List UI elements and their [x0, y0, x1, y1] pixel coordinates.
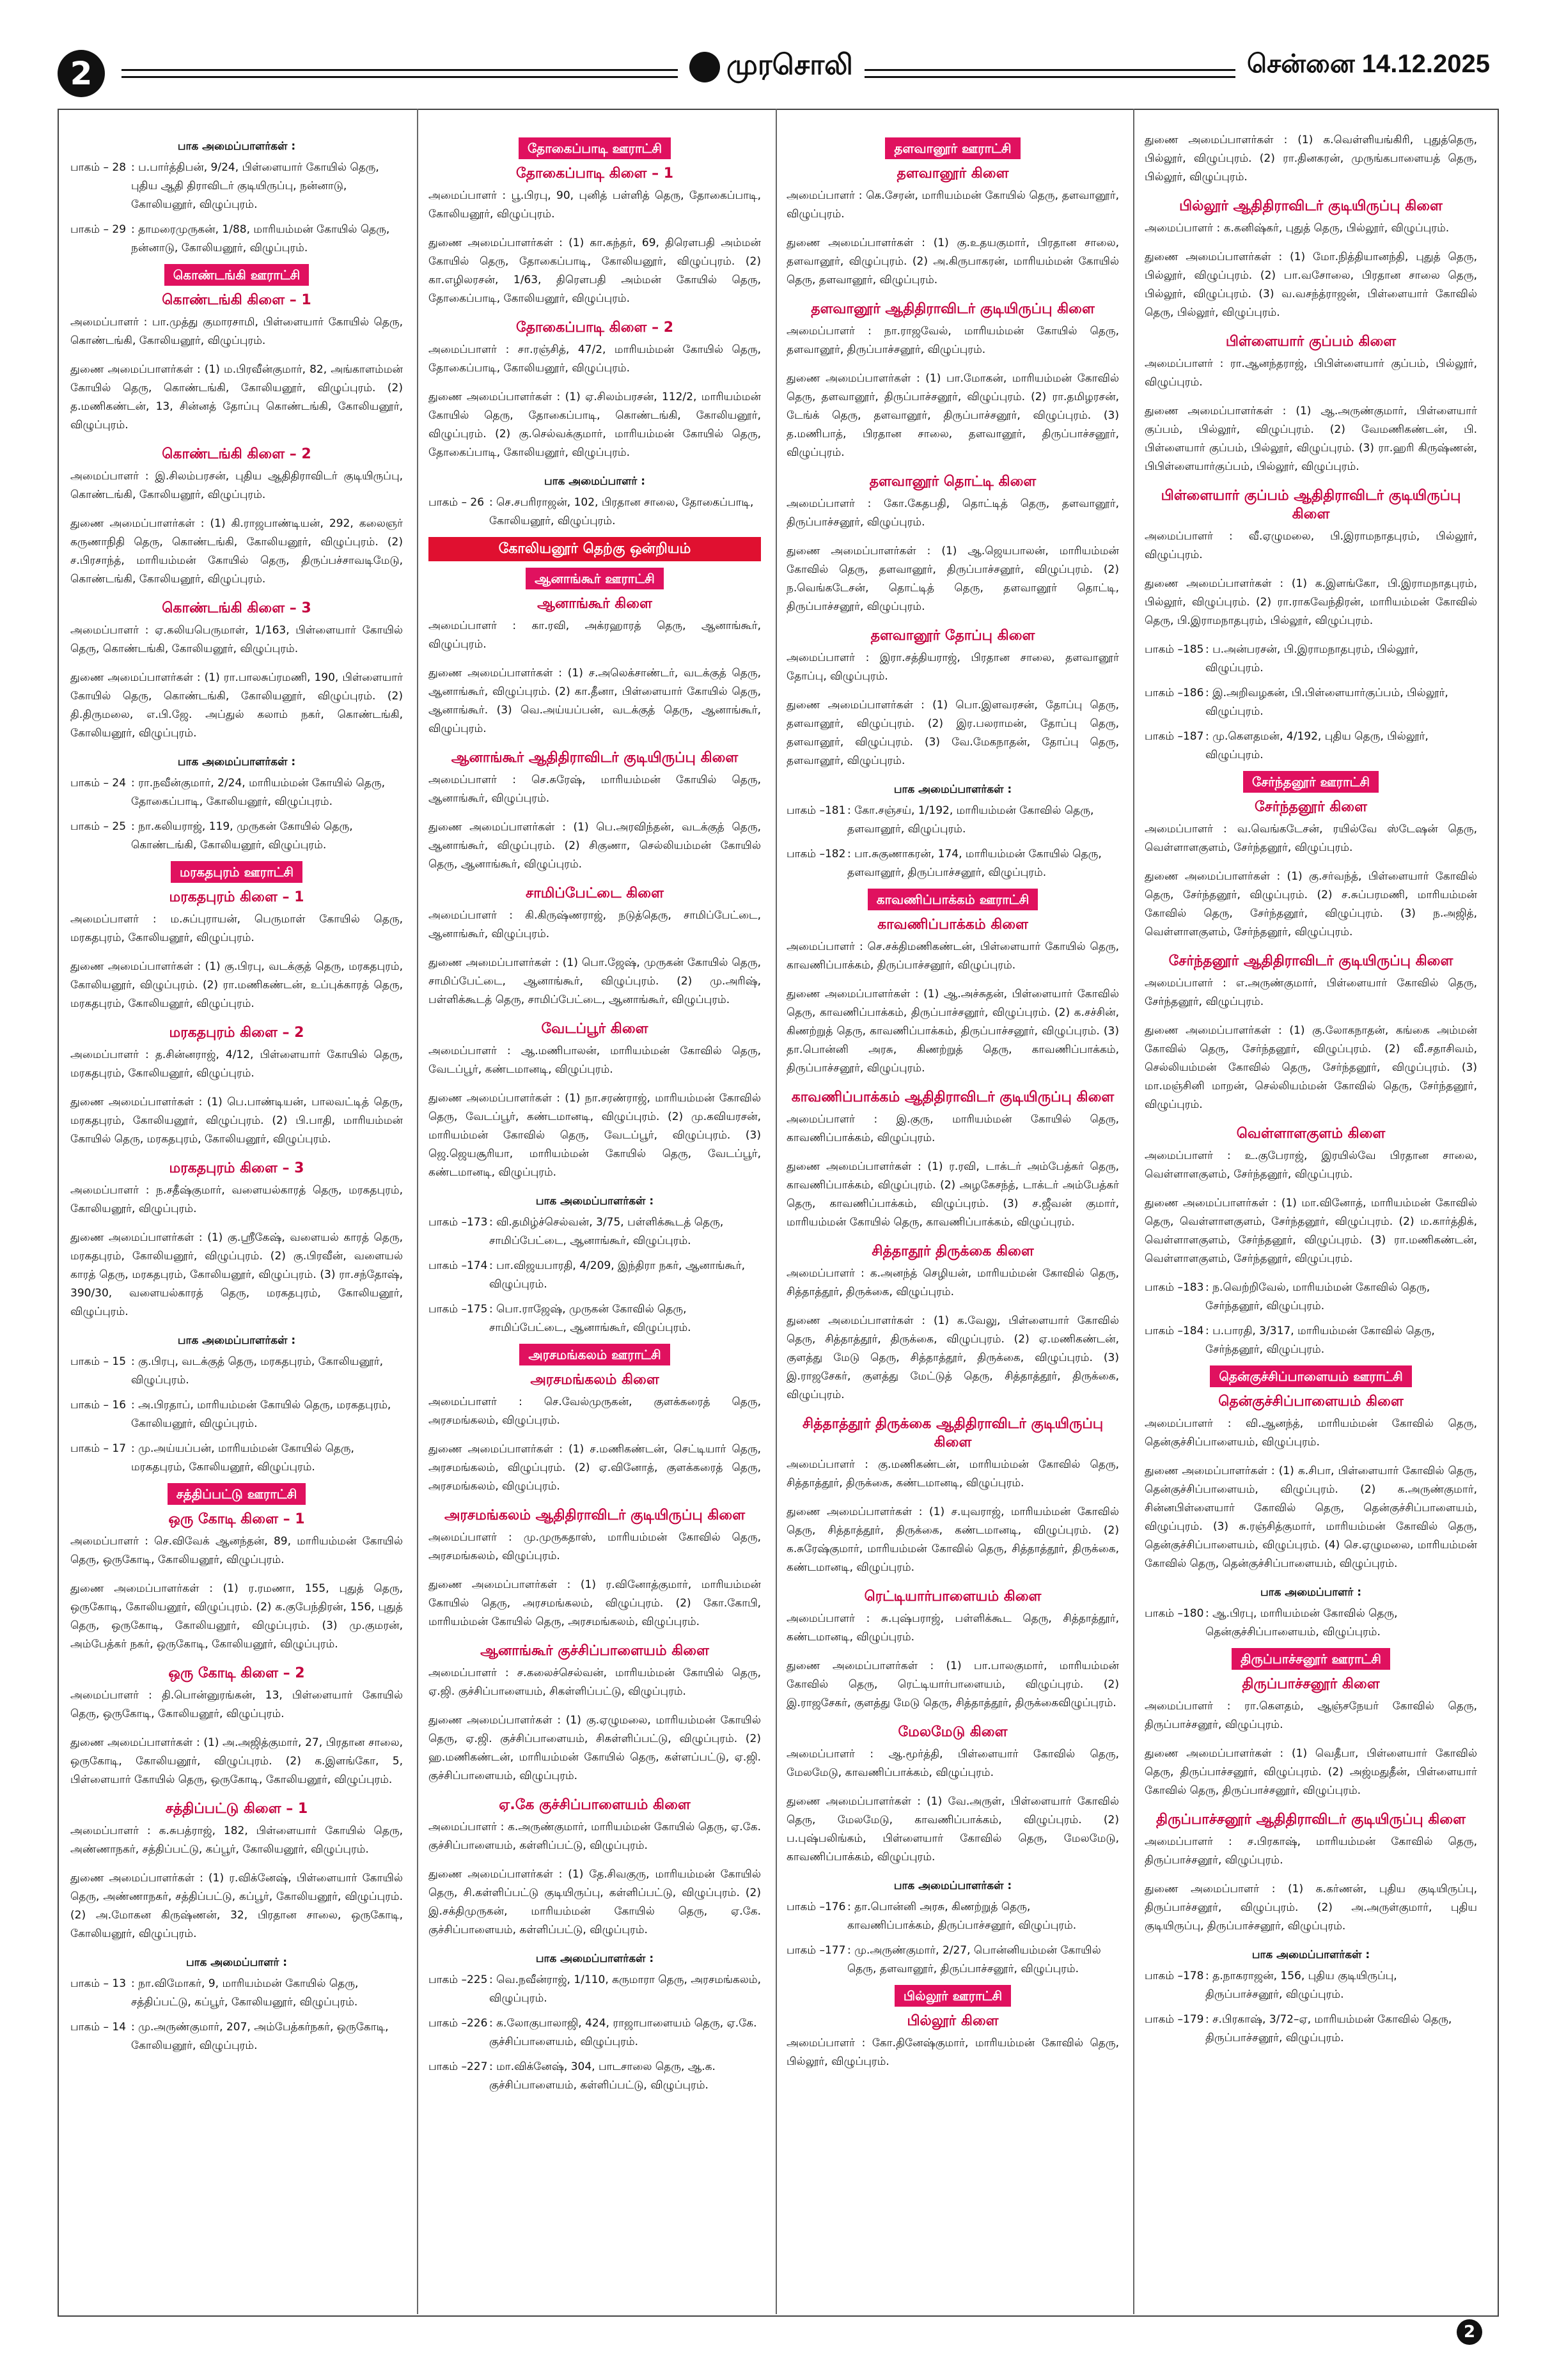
- organizer-text: அமைப்பாளர் : செ.சக்திமணிகண்டன், பிள்ளையார் கோயில் தெரு, காவணிப்பாக்கம், திருப்பாச்சனூர், விழுப்புரம்.: [787, 940, 1119, 972]
- deputy-organizers-text: துணை அமைப்பாளர்கள் : (1) தே.சிவகுரு, மாரியம்மன் கோயில் தெரு, சி.கள்ளிப்பட்டு குடியிருப்பு, கள்ளிப்பட்டு, விழுப்புரம். (2) இ.சக்திமுருகன், மாரியம்மன் கோயில் தெரு, ஏ.கே. குச்சிப்பாளையம், கள்ளிப்பட்டு, விழுப்புரம்.: [428, 1868, 761, 1936]
- panchayat-banner: சேர்ந்தனூர் ஊராட்சி: [1243, 771, 1379, 793]
- bagam-text: : பொ.ராஜேஷ், முருகன் கோவில் தெரு, சாமிப்பேட்டை, ஆனாங்கூர், விழுப்புரம்.: [489, 1303, 691, 1334]
- bagam-text: : நா.விமோகர், 9, மாரியம்மன் கோயில் தெரு, சத்திப்பட்டு, கப்பூர், கோலியனூர், விழுப்புரம்.: [131, 1977, 359, 2009]
- branch-heading: கொண்டங்கி கிளை – 2: [162, 446, 311, 462]
- organizer-text: அமைப்பாளர் : கெ.சேரன், மாரியம்மன் கோயில் தெரு, தளவானூர், விழுப்புரம்.: [787, 189, 1119, 221]
- bagam-label: பாகம் –227: [428, 2060, 488, 2073]
- deputy-organizers-text: துணை அமைப்பாளர்கள் : (1) கு.லோகநாதன், கங்கை அம்மன் கோவில் தெரு, சேர்ந்தனூர், விழுப்புரம். (2) வீ.சதாசிவம், செல்லியம்மன் கோவில் தெரு, சேர்ந்தனூர், விழுப்புரம். (3) மா.மஞ்சினி மாறன், செல்லியம்மன் கோவில் தெரு, சேர்ந்தனூர், விழுப்புரம்.: [1145, 1024, 1477, 1111]
- branch-heading: தளவானூர் தொட்டி கிளை: [869, 474, 1037, 490]
- bagam-heading: பாக அமைப்பாளர்கள் :: [893, 783, 1012, 796]
- column-3: [787, 131, 1119, 2305]
- branch-heading: சாமிப்பேட்டை கிளை: [526, 885, 664, 901]
- branch-heading: வேடப்பூர் கிளை: [541, 1021, 648, 1037]
- bagam-entry: [70, 159, 403, 214]
- branch-heading: பிள்ளையார் குப்பம் கிளை: [1225, 334, 1397, 350]
- bagam-heading: பாக அமைப்பாளர் :: [1260, 1586, 1362, 1599]
- deputy-organizers-text: துணை அமைப்பாளர்கள் : (1) பா.பாலகுமார், மாரியம்மன் கோவில் தெரு, ரெட்டியார்பாளையம், விழுப்புரம். (2) இ.ராஜசேகர், குளத்து மேடு தெரு, சித்தாத்தூர், திருக்கைவிழுப்புரம்.: [787, 1660, 1119, 1709]
- organizer-text: அமைப்பாளர் : ஏ.கலியபெருமாள், 1/163, பிள்ளையார் கோயில் தெரு, கொண்டங்கி, கோலியனூர், விழுப்புரம்.: [70, 624, 403, 655]
- deputy-organizers-text: துணை அமைப்பாளர்கள் : (1) வெதீபா, பிள்ளையார் கோவில் தெரு, திருப்பாச்சனூர், விழுப்புரம். (2) அஜ்மதுதீன், பிள்ளையார் கோவில் தெரு, திருப்பாச்சனூர், விழுப்புரம்.: [1145, 1747, 1477, 1797]
- bagam-label: பாகம் –177: [787, 1944, 846, 1957]
- bagam-text: : ரா.நவீன்குமார், 2/24, மாரியம்மன் கோயில் தெரு, தோகைப்பாடி, கோலியனூர், விழுப்புரம்.: [131, 777, 385, 808]
- deputy-organizers-text: துணை அமைப்பாளர்கள் : (1) அ.அஜித்குமார், 27, பிரதான சாலை, ஒருகோடி, கோலியனூர், விழுப்புரம். (2) க.இளங்கோ, 5, பிள்ளையார் கோயில் தெரு, ஒருகோடி, கோலியனூர், விழுப்புரம்.: [70, 1736, 403, 1786]
- bagam-label: பாகம் –183: [1145, 1281, 1204, 1294]
- branch-heading: ஆனாங்கூர் ஆதிதிராவிடர் குடியிருப்பு கிளை: [451, 750, 739, 766]
- page-number: 2: [58, 50, 105, 97]
- bagam-label: பாகம் – 24: [70, 777, 127, 789]
- bagam-entry: [428, 2058, 761, 2095]
- panchayat-banner: கொண்டங்கி ஊராட்சி: [164, 264, 309, 286]
- bagam-entry: [1145, 641, 1477, 678]
- bagam-text: : த.நாகராஜன், 156, புதிய குடியிருப்பு, திருப்பாச்சனூர், விழுப்புரம்.: [1205, 1970, 1397, 2001]
- bagam-entry: [428, 494, 761, 531]
- branch-heading: சித்தாதூர் திருக்கை கிளை: [872, 1243, 1034, 1259]
- organizer-text: அமைப்பாளர் : க.சுபத்ராஜ், 182, பிள்ளையார் கோயில் தெரு, அண்ணாநகர், சத்திப்பட்டு, கப்பூர், கோலியனூர், விழுப்புரம்.: [70, 1824, 403, 1856]
- branch-heading: தோகைப்பாடி கிளை – 2: [515, 320, 674, 336]
- bagam-text: : ப.பார்த்திபன், 9/24, பிள்ளையார் கோயில் தெரு, புதிய ஆதி திராவிடர் குடியிருப்பு, நன்னாடு, கோலியனூர், விழுப்புரம்.: [131, 161, 379, 211]
- branch-heading: தளவானூர் தோப்பு கிளை: [870, 628, 1035, 644]
- bagam-text: : ஆ.பிரபு, மாரியம்மன் கோவில் தெரு, தென்குச்சிப்பாளையம், விழுப்புரம்.: [1205, 1607, 1398, 1638]
- branch-heading: சேர்ந்தனூர் ஆதிதிராவிடர் குடியிருப்பு கிளை: [1168, 953, 1453, 969]
- bagam-label: பாகம் –179: [1145, 2013, 1204, 2026]
- bagam-entry: [1145, 2011, 1477, 2048]
- column-divider: [1133, 109, 1134, 2314]
- panchayat-banner: திருப்பாச்சனூர் ஊராட்சி: [1232, 1648, 1390, 1670]
- bagam-entry: [428, 2014, 761, 2051]
- bagam-text: : கு.பிரபு, வடக்குத் தெரு, மரகதபுரம், கோலியனூர், விழுப்புரம்.: [131, 1355, 384, 1387]
- bagam-label: பாகம் –226: [428, 2017, 488, 2030]
- branch-heading: காவணிப்பாக்கம் கிளை: [877, 917, 1028, 933]
- bagam-entry: [70, 1396, 403, 1433]
- bagam-entry: [70, 818, 403, 855]
- bagam-text: : பா.சுகுணாகரன், 174, மாரியம்மன் கோயில் தெரு, தளவானூர், திருப்பாச்சனூர், விழுப்புரம்.: [847, 848, 1102, 879]
- page-header: [38, 45, 1503, 109]
- bagam-text: : க.லோகுபாலாஜி, 424, ராஜாபாளையம் தெரு, ஏ.கே. குச்சிப்பாளையம், விழுப்புரம்.: [489, 2017, 757, 2048]
- bagam-text: : செ.சபரிராஜன், 102, பிரதான சாலை, தோகைப்பாடி, கோலியனூர், விழுப்புரம்.: [489, 496, 754, 527]
- organizer-text: அமைப்பாளர் : ச.கலைச்செல்வன், மாரியம்மன் கோயில் தெரு, ஏ.ஜி. குச்சிப்பாளையம், சிகள்ளிப்பட்டு, விழுப்புரம்.: [428, 1667, 761, 1698]
- deputy-organizers-text: துணை அமைப்பாளர்கள் : (1) பொ.இளவரசன், தோப்பு தெரு, தளவானூர், விழுப்புரம். (2) இர.பலராமன், தோப்பு தெரு, தளவானூர், விழுப்புரம். (3) வே.மேகநாதன், தோப்பு தெரு, தளவானூர், விழுப்புரம்.: [787, 699, 1119, 767]
- deputy-organizers-text: துணை அமைப்பாளர்கள் : (1) க.வெள்ளியங்கிரி, புதுத்தெரு, பில்லூர், விழுப்புரம். (2) ரா.தினகரன், முருங்கபாளையத் தெரு, பில்லூர், விழுப்புரம்.: [1145, 134, 1477, 183]
- bagam-entry: [1145, 1322, 1477, 1359]
- bagam-entry: [787, 1941, 1119, 1979]
- deputy-organizers-text: துணை அமைப்பாளர்கள் : (1) க.வேலு, பிள்ளையார் கோவில் தெரு, சித்தாத்தூர், திருக்கை, விழுப்புரம். (2) ஏ.மணிகண்டன், குளத்து மேடு தெரு, சித்தாத்தூர், திருக்கை, விழுப்புரம். (3) இ.ராஜசேகர், குளத்து மேட்டுத் தெரு, சித்தாத்தூர், திருக்கை, விழுப்புரம்.: [787, 1314, 1119, 1401]
- bagam-heading: பாக அமைப்பாளர்கள் :: [1251, 1948, 1370, 1961]
- deputy-organizers-text: துணை அமைப்பாளர்கள் : (1) ர.வினோத்குமார், மாரியம்மன் கோயில் தெரு, அரசமங்கலம், விழுப்புரம். (2) கோ.கோபி, மாரியம்மன் கோயில் தெரு, அரசமங்கலம், விழுப்புரம்.: [428, 1578, 761, 1628]
- deputy-organizers-text: துணை அமைப்பாளர்கள் : (1) கு.பிரபு, வடக்குத் தெரு, மரகதபுரம், கோலியனூர், விழுப்புரம். (2) ரா.மணிகண்டன், உப்புக்காரத் தெரு, மரகதபுரம், கோலியனூர், விழுப்புரம்.: [70, 960, 403, 1010]
- organizer-text: அமைப்பாளர் : நா.ராஜவேல், மாரியம்மன் கோயில் தெரு, தளவானூர், திருப்பாச்சனூர், விழுப்புரம்.: [787, 325, 1119, 356]
- bagam-entry: [428, 1300, 761, 1337]
- bagam-label: பாகம் –186: [1145, 687, 1204, 699]
- organizer-text: அமைப்பாளர் : மு.முருகதாஸ், மாரியம்மன் கோவில் தெரு, அரசமங்கலம், விழுப்புரம்.: [428, 1531, 761, 1562]
- bagam-entry: [1145, 1605, 1477, 1642]
- bagam-label: பாகம் – 29: [70, 223, 127, 236]
- branch-heading: மரகதபுரம் கிளை – 1: [169, 889, 304, 905]
- branch-heading: காவணிப்பாக்கம் ஆதிதிராவிடர் குடியிருப்பு கிளை: [791, 1089, 1115, 1105]
- branch-heading: கொண்டங்கி கிளை – 3: [162, 600, 311, 616]
- branch-heading: அரசமங்கலம் ஆதிதிராவிடர் குடியிருப்பு கிளை: [444, 1507, 746, 1523]
- deputy-organizers-text: துணை அமைப்பாளர்கள் : (1) ரா.பாலசுப்ரமணி, 190, பிள்ளையார் கோயில் தெரு, கொண்டங்கி, கோலியனூர், விழுப்புரம். (2) தி.திருமலை, எ.பி.ஜே. அப்துல் கலாம் நகர், கொண்டங்கி, கோலியனூர், விழுப்புரம்.: [70, 671, 403, 740]
- organizer-text: அமைப்பாளர் : கா.ரவி, அக்ரஹாரத் தெரு, ஆனாங்கூர், விழுப்புரம்.: [428, 619, 761, 651]
- bagam-label: பாகம் –175: [428, 1303, 488, 1316]
- bagam-heading: பாக அமைப்பாளர்கள் :: [177, 1334, 296, 1347]
- deputy-organizers-text: துணை அமைப்பாளர்கள் : (1) கு.ஏழுமலை, மாரியம்மன் கோயில் தெரு, ஏ.ஜி. குச்சிப்பாளையம், சிகள்ளிப்பட்டு, விழுப்புரம். (2) ஹ.மணிகண்டன், மாரியம்மன் கோயில் தெரு, கள்ளப்பட்டு, ஏ.ஜி. குச்சிப்பாளையம், விழுப்புரம்.: [428, 1714, 761, 1782]
- bagam-heading: பாக அமைப்பாளர்கள் :: [535, 1195, 654, 1208]
- branch-heading: வெள்ளாளகுளம் கிளை: [1236, 1126, 1386, 1142]
- organizer-text: அமைப்பாளர் : கோ.தினேஷ்குமார், மாரியம்மன் கோவில் தெரு, பில்லூர், விழுப்புரம்.: [787, 2037, 1119, 2068]
- deputy-organizers-text: துணை அமைப்பாளர்கள் : (1) ச.மணிகண்டன், செட்டியார் தெரு, அரசமங்கலம், விழுப்புரம். (2) ஏ.வினோத், குளக்கரைத் தெரு, அரசமங்கலம், விழுப்புரம்.: [428, 1443, 761, 1493]
- organizer-text: அமைப்பாளர் : உ.குபேராஜ், இரயில்வே பிரதான சாலை, வெள்ளாளகுளம், சேர்ந்தனூர், விழுப்புரம்.: [1145, 1149, 1477, 1181]
- bagam-label: பாகம் – 25: [70, 820, 127, 833]
- bagam-text: : ந.வெற்றிவேல், மாரியம்மன் கோவில் தெரு, சேர்ந்தனூர், விழுப்புரம்.: [1205, 1281, 1430, 1312]
- deputy-organizers-text: துணை அமைப்பாளர்கள் : (1) பா.மோகன், மாரியம்மன் கோவில் தெரு, தளவானூர், திருப்பாச்சனூர், விழுப்புரம். (2) ரா.தமிழரசன், டேங்க் தெரு, தளவானூர், திருப்பாச்சனூர், விழுப்புரம். (3) த.மணிபாத், பிரதான சாலை, தளவானூர், திருப்பாச்சனூர், விழுப்புரம்.: [787, 372, 1119, 459]
- bagam-text: : ச.பிரகாஷ், 3/72–ஏ, மாரியம்மன் கோவில் தெரு, திருப்பாச்சனூர், விழுப்புரம்.: [1205, 2013, 1452, 2044]
- bagam-label: பாகம் –181: [787, 804, 846, 817]
- bagam-entry: [428, 1213, 761, 1250]
- bagam-label: பாகம் – 16: [70, 1399, 127, 1412]
- organizer-text: அமைப்பாளர் : ச.பிரகாஷ், மாரியம்மன் கோவில் தெரு, திருப்பாச்சனூர், விழுப்புரம்.: [1145, 1835, 1477, 1867]
- bagam-text: : பா.விஜயபாரதி, 4/209, இந்திரா நகர், ஆனாங்கூர், விழுப்புரம்.: [489, 1259, 746, 1291]
- bagam-entry: [70, 1975, 403, 2012]
- column-2: [428, 131, 761, 2305]
- panchayat-banner: ஆனாங்கூர் ஊராட்சி: [526, 568, 664, 589]
- branch-heading: அரசமங்கலம் கிளை: [530, 1372, 659, 1388]
- bagam-text: : மு.அருண்குமார், 2/27, பொன்னியம்மன் கோயில் தெரு, தளவானூர், திருப்பாச்சனூர், விழுப்புரம்.: [847, 1944, 1101, 1975]
- deputy-organizers-text: துணை அமைப்பாளர்கள் : (1) மோ.நித்தியானந்தி, புதுத் தெரு, பில்லூர், விழுப்புரம். (2) பா.வசோலை, பிரதான சாலை தெரு, பில்லூர், விழுப்புரம். (3) வ.வசந்த்ராஜன், பிள்ளையார் கோவில் தெரு, பில்லூர், விழுப்புரம்.: [1145, 251, 1477, 319]
- panchayat-banner: தோகைப்பாடி ஊராட்சி: [519, 137, 671, 159]
- deputy-organizers-text: துணை அமைப்பாளர்கள் : (1) ம.பிரவீன்குமார், 82, அங்காளம்மன் கோயில் தெரு, கொண்டங்கி, கோலியனூர், விழுப்புரம். (2) த.மணிகண்டன், 13, சின்னத் தோப்பு கொண்டங்கி, கோலியனூர், விழுப்புரம்.: [70, 363, 403, 432]
- organizer-text: அமைப்பாளர் : ந.சதீஷ்குமார், வளையல்காரத் தெரு, மரகதபுரம், கோலியனூர், விழுப்புரம்.: [70, 1184, 403, 1215]
- bagam-heading: பாக அமைப்பாளர் :: [544, 475, 646, 488]
- bagam-label: பாகம் –173: [428, 1216, 488, 1229]
- bagam-entry: [428, 1971, 761, 2008]
- masthead: [678, 49, 865, 85]
- bagam-entry: [787, 1898, 1119, 1935]
- branch-heading: ஏ.கே குச்சிப்பாளையம் கிளை: [499, 1797, 691, 1813]
- branch-heading: பில்லூர் கிளை: [907, 2013, 999, 2029]
- branch-heading: மரகதபுரம் கிளை – 3: [169, 1160, 304, 1176]
- organizer-text: அமைப்பாளர் : தி.பொன்னுரங்கன், 13, பிள்ளையார் கோயில் தெரு, ஒருகோடி, கோலியனூர், விழுப்புரம்.: [70, 1689, 403, 1720]
- organizer-text: அமைப்பாளர் : செ.வேல்முருகன், குளக்கரைத் தெரு, அரசமங்கலம், விழுப்புரம்.: [428, 1396, 761, 1427]
- branch-heading: ஆனாங்கூர் கிளை: [537, 596, 652, 612]
- bagam-heading: பாக அமைப்பாளர்கள் :: [893, 1879, 1012, 1892]
- branch-heading: தோகைப்பாடி கிளை – 1: [515, 166, 674, 182]
- organizer-text: அமைப்பாளர் : ம.சுப்புராயன், பெருமாள் கோயில் தெரு, மரகதபுரம், கோலியனூர், விழுப்புரம்.: [70, 913, 403, 944]
- bagam-label: பாகம் – 26: [428, 496, 485, 509]
- bagam-entry: [70, 1353, 403, 1390]
- bagam-text: : தா.பொன்னி அரசு, கிணற்றுத் தெரு, காவணிப்பாக்கம், திருப்பாச்சனூர், விழுப்புரம்.: [847, 1901, 1077, 1932]
- organizer-text: அமைப்பாளர் : த.சின்னராஜ், 4/12, பிள்ளையார் கோயில் தெரு, மரகதபுரம், கோலியனூர், விழுப்புரம்.: [70, 1048, 403, 1080]
- deputy-organizers-text: துணை அமைப்பாளர்கள் : (1) கா.கந்தர், 69, திரௌபதி அம்மன் கோயில் தெரு, தோகைப்பாடி, கோலியனூர், விழுப்புரம். (2) கா.எழிலரசன், 1/63, திரௌபதி அம்மன் கோயில் தெரு, தோகைப்பாடி, கோலியனூர், விழுப்புரம்.: [428, 237, 761, 305]
- deputy-organizers-text: துணை அமைப்பாளர்கள் : (1) ஏ.சிலம்பரசன், 112/2, மாரியம்மன் கோயில் தெரு, தோகைப்பாடி, கொண்டங்கி, கோலியனூர், விழுப்புரம். (2) கு.செல்வக்குமார், மாரியம்மன் கோயில் தெரு, தோகைப்பாடி, கோலியனூர், விழுப்புரம்.: [428, 391, 761, 459]
- organizer-text: அமைப்பாளர் : சு.புஷ்பராஜ், பள்ளிக்கூட தெரு, சித்தாத்தூர், கண்டமானடி, விழுப்புரம்.: [787, 1612, 1119, 1644]
- deputy-organizers-text: துணை அமைப்பாளர்கள் : (1) ர.ரமணா, 155, புதுத் தெரு, ஒருகோடி, கோலியனூர், விழுப்புரம். (2) க.குபேந்திரன், 156, புதுத் தெரு, ஒருகோடி, கோலியனூர், விழுப்புரம். (3) மு.குமரன், அம்பேத்கர் நகர், ஒருகோடி, கோலியனூர், விழுப்புரம்.: [70, 1582, 403, 1651]
- organizer-text: அமைப்பாளர் : க.அனந்த் செழியன், மாரியம்மன் கோவில் தெரு, சித்தாத்தூர், திருக்கை, விழுப்புரம்.: [787, 1267, 1119, 1298]
- deputy-organizers-text: துணை அமைப்பாளர்கள் : (1) பெ.அரவிந்தன், வடக்குத் தெரு, ஆனாங்கூர், விழுப்புரம். (2) சிகுணா, செல்லியம்மன் கோயில் தெரு, ஆனாங்கூர், விழுப்புரம்.: [428, 821, 761, 871]
- branch-heading: திருப்பாச்சனூர் ஆதிதிராவிடர் குடியிருப்பு கிளை: [1156, 1812, 1466, 1828]
- deputy-organizers-text: துணை அமைப்பாளர்கள் : (1) ச.யுவராஜ், மாரியம்மன் கோவில் தெரு, சித்தாத்தூர், திருக்கை, கண்டமானடி, விழுப்புரம். (2) க.சுரேஷ்குமார், மாரியம்மன் கோவில் தெரு, சித்தாத்தூர், திருக்கை, கண்டமானடி, விழுப்புரம்.: [787, 1505, 1119, 1574]
- deputy-organizers-text: துணை அமைப்பாளர்கள் : (1) க.சிபா, பிள்ளையார் கோவில் தெரு, தென்குச்சிப்பாளையம், விழுப்புரம். (2) க.அருண்குமார், சின்னபிள்ளையார் கோவில் தெரு, தென்குச்சிப்பாளையம், விழுப்புரம். (3) சு.ரஞ்சித்குமார், மாரியம்மன் கோவில் தெரு, தென்குச்சிப்பாளையம், விழுப்புரம். (4) செ.ஏழுமலை, மாரியம்மன் கோவில் தெரு, தென்குச்சிப்பாளையம், விழுப்புரம்.: [1145, 1465, 1477, 1570]
- panchayat-banner: காவணிப்பாக்கம் ஊராட்சி: [868, 889, 1038, 910]
- bagam-text: : மா.விக்னேஷ், 304, பாடசாலை தெரு, ஆ.க. குச்சிப்பாளையம், கள்ளிப்பட்டு, விழுப்புரம்.: [489, 2060, 716, 2092]
- organizer-text: அமைப்பாளர் : இ.குரு, மாரியம்மன் கோயில் தெரு, காவணிப்பாக்கம், விழுப்புரம்.: [787, 1113, 1119, 1144]
- organizer-text: அமைப்பாளர் : ரா.கௌதம், ஆஞ்சநேயர் கோவில் தெரு, திருப்பாச்சனூர், விழுப்புரம்.: [1145, 1700, 1477, 1731]
- deputy-organizers-text: துணை அமைப்பாளர்கள் : (1) பொ.ஜேஷ், முருகன் கோயில் தெரு, சாமிப்பேட்டை, ஆனாங்கூர், விழுப்புரம். (2) மு.அரிஷ், பள்ளிக்கூடத் தெரு, சாமிப்பேட்டை, ஆனாங்கூர், விழுப்புரம்.: [428, 956, 761, 1006]
- bagam-label: பாகம் –174: [428, 1259, 488, 1272]
- bagam-label: பாகம் –180: [1145, 1607, 1204, 1620]
- branch-heading: சத்திப்பட்டு கிளை – 1: [165, 1801, 308, 1817]
- organizer-text: அமைப்பாளர் : கு.மணிகண்டன், மாரியம்மன் கோவில் தெரு, சித்தாத்தூர், திருக்கை, கண்டமானடி, விழுப்புரம்.: [787, 1458, 1119, 1489]
- branch-heading: திருப்பாச்சனூர் கிளை: [1242, 1676, 1380, 1692]
- deputy-organizers-text: துணை அமைப்பாளர்கள் : (1) வே.அருள், பிள்ளையார் கோவில் தெரு, மேலமேடு, காவணிப்பாக்கம், விழுப்புரம். (2) ப.புஷ்பலிங்கம், பிள்ளையார் கோவில் தெரு, மேலமேடு, காவணிப்பாக்கம், விழுப்புரம்.: [787, 1795, 1119, 1863]
- bagam-label: பாகம் –182: [787, 848, 846, 860]
- organizer-text: அமைப்பாளர் : இரா.சத்தியராஜ், பிரதான சாலை, தளவானூர் தோப்பு, விழுப்புரம்.: [787, 651, 1119, 683]
- branch-heading: ஆனாங்கூர் குச்சிப்பாளையம் கிளை: [480, 1643, 709, 1659]
- bagam-text: : வி.தமிழ்ச்செல்வன், 3/75, பள்ளிக்கூடத் தெரு, சாமிப்பேட்டை, ஆனாங்கூர், விழுப்புரம்.: [489, 1216, 724, 1247]
- bagam-label: பாகம் –178: [1145, 1970, 1204, 1982]
- bagam-label: பாகம் –184: [1145, 1325, 1204, 1337]
- branch-heading: ரெட்டியார்பாளையம் கிளை: [864, 1589, 1042, 1605]
- bagam-text: : மு.கௌதமன், 4/192, புதிய தெரு, பில்லூர், விழுப்புரம்.: [1205, 730, 1429, 761]
- organizer-text: அமைப்பாளர் : வ.வெங்கடேசன், ரயில்வே ஸ்டேஷன் தெரு, வெள்ளாளகுளம், சேர்ந்தனூர், விழுப்புரம்.: [1145, 823, 1477, 854]
- branch-heading: பில்லூர் ஆதிதிராவிடர் குடியிருப்பு கிளை: [1179, 198, 1443, 214]
- deputy-organizers-text: துணை அமைப்பாளர் : (1) க.கர்ணன், புதிய குடியிருப்பு, திருப்பாச்சனூர், விழுப்புரம். (2) அ.அருள்குமார், புதிய குடியிருப்பு, திருப்பாச்சனூர், விழுப்புரம்.: [1145, 1883, 1477, 1933]
- bagam-entry: [428, 1257, 761, 1294]
- deputy-organizers-text: துணை அமைப்பாளர்கள் : (1) க.இளங்கோ, பி.இராமநாதபுரம், பில்லூர், விழுப்புரம். (2) ரா.ராகவேந்திரன், மாரியம்மன் கோவில் தெரு, பி.இராமநாதபுரம், பில்லூர், விழுப்புரம்.: [1145, 577, 1477, 627]
- organizer-text: அமைப்பாளர் : செ.சுரேஷ், மாரியம்மன் கோயில் தெரு, ஆனாங்கூர், விழுப்புரம்.: [428, 774, 761, 805]
- bagam-text: : வெ.நவீன்ராஜ், 1/110, கருமாரா தெரு, அரசமங்கலம், விழுப்புரம்.: [489, 1973, 761, 2005]
- bagam-text: : அ.பிரதாப், மாரியம்மன் கோயில் தெரு, மரகதபுரம், கோலியனூர், விழுப்புரம்.: [131, 1399, 391, 1430]
- branch-heading: தென்குச்சிப்பாளையம் கிளை: [1218, 1394, 1404, 1410]
- bagam-text: : ப.அன்பரசன், பி.இராமநாதபுரம், பில்லூர், விழுப்புரம்.: [1205, 643, 1418, 674]
- organizer-text: அமைப்பாளர் : வி.ஆனந்த், மாரியம்மன் கோவில் தெரு, தென்குச்சிப்பாளையம், விழுப்புரம்.: [1145, 1417, 1477, 1449]
- bagam-entry: [1145, 727, 1477, 765]
- branch-heading: தளவானூர் ஆதிதிராவிடர் குடியிருப்பு கிளை: [811, 301, 1095, 317]
- organizer-text: அமைப்பாளர் : க.அருண்குமார், மாரியம்மன் கோயில் தெரு, ஏ.கே. குச்சிப்பாளையம், கள்ளிப்பட்டு, விழுப்புரம்.: [428, 1821, 761, 1852]
- bagam-entry: [70, 221, 403, 258]
- bagam-entry: [70, 2018, 403, 2055]
- branch-heading: கொண்டங்கி கிளை – 1: [162, 292, 311, 308]
- bagam-entry: [1145, 1967, 1477, 2004]
- deputy-organizers-text: துணை அமைப்பாளர்கள் : (1) கு.ஸ்ரீகேஷ், வளையல் காரத் தெரு, மரகதபுரம், கோலியனூர், விழுப்புரம். (2) கு.பிரவீன், வளையல் காரத் தெரு, மரகதபுரம், கோலியனூர், விழுப்புரம். (3) ரா.சந்தோஷ், 390/30, வளையல்காரத் தெரு, மரகதபுரம், கோலியனூர், விழுப்புரம்.: [70, 1231, 403, 1318]
- deputy-organizers-text: துணை அமைப்பாளர்கள் : (1) ர.விக்னேஷ், பிள்ளையார் கோயில் தெரு, அண்ணாநகர், சத்திப்பட்டு, கப்பூர், கோலியனூர், விழுப்புரம். (2) அ.மோகன கிருஷ்ணன், 32, பிரதான சாலை, ஒருகோடி, கோலியனூர், விழுப்புரம்.: [70, 1872, 403, 1940]
- deputy-organizers-text: துணை அமைப்பாளர்கள் : (1) ஆ.அச்சுதன், பிள்ளையார் கோவில் தெரு, காவணிப்பாக்கம், திருப்பாச்சனூர், விழுப்புரம். (2) க.சச்சின், கிணற்றுத் தெரு, காவணிப்பாக்கம், திருப்பாச்சனூர், விழுப்புரம். (3) தா.பொன்னி அரசு, கிணற்றுத் தெரு, காவணிப்பாக்கம், திருப்பாச்சனூர், விழுப்புரம்.: [787, 988, 1119, 1075]
- organizer-text: அமைப்பாளர் : ரா.ஆனந்தராஜ், பிபிள்ளையார் குப்பம், பில்லூர், விழுப்புரம்.: [1145, 357, 1477, 389]
- organizer-text: அமைப்பாளர் : பா.முத்து குமாரசாமி, பிள்ளையார் கோயில் தெரு, கொண்டங்கி, கோலியனூர், விழுப்புரம்.: [70, 316, 403, 347]
- column-1: [70, 131, 403, 2305]
- bagam-text: : நா.கலியராஜ், 119, முருகன் கோயில் தெரு, கொண்டங்கி, கோலியனூர், விழுப்புரம்.: [131, 820, 353, 852]
- bagam-text: : கோ.சஞ்சய், 1/192, மாரியம்மன் கோவில் தெரு, தளவானூர், விழுப்புரம்.: [847, 804, 1094, 836]
- organizer-text: அமைப்பாளர் : ஆ.மணிபாலன், மாரியம்மன் கோவில் தெரு, வேடப்பூர், கண்டமானடி, விழுப்புரம்.: [428, 1045, 761, 1076]
- panchayat-banner: தளவானூர் ஊராட்சி: [885, 137, 1020, 159]
- bagam-text: : மு.அய்யப்பன், மாரியம்மன் கோயில் தெரு, மரகதபுரம், கோலியனூர், விழுப்புரம்.: [131, 1442, 354, 1474]
- bagam-entry: [70, 1440, 403, 1477]
- bagam-label: பாகம் – 17: [70, 1442, 127, 1455]
- branch-heading: மேலமேடு கிளை: [898, 1724, 1008, 1740]
- branch-heading: பிள்ளையார் குப்பம் ஆதிதிராவிடர் குடியிருப்பு கிளை: [1161, 488, 1461, 522]
- bagam-entry: [1145, 1279, 1477, 1316]
- column-divider: [417, 109, 418, 2314]
- organizer-text: அமைப்பாளர் : எ.அருண்குமார், பிள்ளையார் கோவில் தெரு, சேர்ந்தனூர், விழுப்புரம்.: [1145, 977, 1477, 1008]
- dateline: சென்னை 14.12.2025: [1235, 50, 1490, 82]
- bagam-heading: பாக அமைப்பாளர்கள் :: [535, 1952, 654, 1965]
- bagam-label: பாகம் –185: [1145, 643, 1204, 656]
- panchayat-banner: மரகதபுரம் ஊராட்சி: [171, 861, 302, 883]
- organizer-text: அமைப்பாளர் : கி.கிருஷ்ணராஜ், நடுத்தெரு, சாமிப்பேட்டை, ஆனாங்கூர், விழுப்புரம்.: [428, 909, 761, 940]
- branch-heading: ஒரு கோடி கிளை – 2: [168, 1665, 305, 1681]
- column-divider: [776, 109, 777, 2314]
- panchayat-banner: அரசமங்கலம் ஊராட்சி: [519, 1344, 670, 1365]
- organizer-text: அமைப்பாளர் : இ.சிலம்பரசன், புதிய ஆதிதிராவிடர் குடியிருப்பு, கொண்டங்கி, கோலியனூர், விழுப்புரம்.: [70, 470, 403, 501]
- deputy-organizers-text: துணை அமைப்பாளர்கள் : (1) கு.சர்வந்த், பிள்ளையார் கோவில் தெரு, சேர்ந்தனூர், விழுப்புரம். (2) ச.சுப்பரமணி, மாரியம்மன் கோவில் தெரு, சேர்ந்தனூர், விழுப்புரம். (3) ந.அஜித், வெள்ளாளகுளம், சேர்ந்தனூர், விழுப்புரம்.: [1145, 870, 1477, 938]
- bagam-label: பாகம் – 13: [70, 1977, 127, 1990]
- branch-heading: சேர்ந்தனூர் கிளை: [1255, 799, 1367, 815]
- organizer-text: அமைப்பாளர் : ஆ.மூர்த்தி, பிள்ளையார் கோவில் தெரு, மேலமேடு, காவணிப்பாக்கம், விழுப்புரம்.: [787, 1748, 1119, 1779]
- bagam-label: பாகம் –225: [428, 1973, 488, 1986]
- organizer-text: அமைப்பாளர் : க.கனிஷ்கர், புதுத் தெரு, பில்லூர், விழுப்புரம்.: [1145, 222, 1450, 235]
- organizer-text: அமைப்பாளர் : வீ.ஏழுமலை, பி.இராமநாதபுரம், பில்லூர், விழுப்புரம்.: [1145, 530, 1477, 561]
- bagam-entry: [787, 802, 1119, 839]
- masthead-title: முரசொலி: [726, 49, 853, 81]
- deputy-organizers-text: துணை அமைப்பாளர்கள் : (1) ஆ.ஜெயபாலன், மாரியம்மன் கோவில் தெரு, தளவானூர், திருப்பாச்சனூர், விழுப்புரம். (2) ந.வெங்கடேசன், தொட்டித் தெரு, தளவானூர் தொட்டி, திருப்பாச்சனூர், விழுப்புரம்.: [787, 545, 1119, 613]
- organizer-text: அமைப்பாளர் : பூ.பிரபு, 90, புனித் பள்ளித் தெரு, தோகைப்பாடி, கோலியனூர், விழுப்புரம்.: [428, 189, 761, 221]
- panchayat-banner: சத்திப்பட்டு ஊராட்சி: [168, 1483, 306, 1505]
- bagam-label: பாகம் –176: [787, 1901, 846, 1913]
- bagam-text: : இ.அறிவழகன், பி.பிள்ளையார்குப்பம், பில்லூர், விழுப்புரம்.: [1205, 687, 1448, 718]
- branch-heading: மரகதபுரம் கிளை – 2: [169, 1025, 304, 1041]
- bagam-label: பாகம் –187: [1145, 730, 1204, 743]
- bagam-heading: பாக அமைப்பாளர்கள் :: [177, 756, 296, 768]
- footer-page-number: 2: [1457, 2319, 1482, 2345]
- bagam-entry: [1145, 684, 1477, 721]
- organizer-text: அமைப்பாளர் : செ.விவேக் ஆனந்தன், 89, மாரியம்மன் கோயில் தெரு, ஒருகோடி, கோலியனூர், விழுப்புரம்.: [70, 1535, 403, 1566]
- bagam-heading: பாக அமைப்பாளர் :: [185, 1956, 288, 1969]
- deputy-organizers-text: துணை அமைப்பாளர்கள் : (1) ஆ.அருண்குமார், பிள்ளையார் குப்பம், பில்லூர், விழுப்புரம். (2) வேமணிகண்டன், பி. பிள்ளையார் குப்பம், பில்லூர், விழுப்புரம். (3) ரா.ஹரி கிருஷ்ணன், பிபிள்ளையார்குப்பம், பில்லூர், விழுப்புரம்.: [1145, 405, 1477, 473]
- bagam-label: பாகம் – 14: [70, 2021, 127, 2034]
- column-4: [1145, 131, 1477, 2305]
- deputy-organizers-text: துணை அமைப்பாளர்கள் : (1) மா.வினோத், மாரியம்மன் கோவில் தெரு, வெள்ளாளகுளம், சேர்ந்தனூர், விழுப்புரம். (2) ம.கார்த்திக், வெள்ளாளகுளம், சேர்ந்தனூர், விழுப்புரம். (3) ரா.மணிகண்டன், வெள்ளாளகுளம், சேர்ந்தனூர், விழுப்புரம்.: [1145, 1197, 1477, 1265]
- deputy-organizers-text: துணை அமைப்பாளர்கள் : (1) கி.ராஜபாண்டியன், 292, கலைஞர் கருணாநிதி தெரு, கொண்டங்கி, கோலியனூர், விழுப்புரம். (2) ச.பிரசாந்த், மாரியம்மன் கோயில் தெரு, திருப்பச்சாவடிமேடு, கொண்டங்கி, கோலியனூர், விழுப்புரம்.: [70, 517, 403, 586]
- bagam-text: : மு.அருண்குமார், 207, அம்பேத்கர்நகர், ஒருகோடி, கோலியனூர், விழுப்புரம்.: [131, 2021, 389, 2052]
- deputy-organizers-text: துணை அமைப்பாளர்கள் : (1) ச.அலெக்சாண்டர், வடக்குத் தெரு, ஆனாங்கூர், விழுப்புரம். (2) கா.தீனா, பிள்ளையார் கோயில் தெரு, ஆனாங்கூர். (3) வெ.அய்யப்பன், வடக்குத் தெரு, ஆனாங்கூர், விழுப்புரம்.: [428, 667, 761, 735]
- branch-heading: சித்தாத்தூர் திருக்கை ஆதிதிராவிடர் குடியிருப்பு கிளை: [802, 1416, 1104, 1451]
- union-section-header: கோலியனூர் தெற்கு ஒன்றியம்: [428, 537, 761, 561]
- branch-heading: தளவானூர் கிளை: [897, 166, 1009, 182]
- bagam-label: பாகம் – 28: [70, 161, 127, 174]
- deputy-organizers-text: துணை அமைப்பாளர்கள் : (1) ர.ரவி, டாக்டர் அம்பேத்கர் தெரு, காவணிப்பாக்கம், விழுப்புரம். (2) அழகேசந்த், டாக்டர் அம்பேத்கர் தெரு, காவணிப்பாக்கம், விழுப்புரம். (3) ச.ஜீவன் குமார், மாரியம்மன் கோயில் தெரு, காவணிப்பாக்கம், விழுப்புரம்.: [787, 1160, 1119, 1229]
- bagam-entry: [70, 774, 403, 811]
- bagam-text: : ப.பாரதி, 3/317, மாரியம்மன் கோவில் தெரு, சேர்ந்தனூர், விழுப்புரம்.: [1205, 1325, 1435, 1356]
- masthead-logo-icon: [689, 52, 720, 82]
- organizer-text: அமைப்பாளர் : கோ.கேதபதி, தொட்டித் தெரு, தளவானூர், திருப்பாச்சனூர், விழுப்புரம்.: [787, 497, 1119, 529]
- branch-heading: ஒரு கோடி கிளை – 1: [168, 1511, 305, 1527]
- panchayat-banner: தென்குச்சிப்பாளையம் ஊராட்சி: [1210, 1365, 1411, 1387]
- bagam-text: : தாமரைமுருகன், 1/88, மாரியம்மன் கோயில் தெரு, நன்னாடு, கோலியனூர், விழுப்புரம்.: [131, 223, 390, 254]
- bagam-entry: [787, 845, 1119, 882]
- bagam-label: பாகம் – 15: [70, 1355, 127, 1368]
- deputy-organizers-text: துணை அமைப்பாளர்கள் : (1) நா.சரண்ராஜ், மாரியம்மன் கோவில் தெரு, வேடப்பூர், கண்டமானடி, விழுப்புரம். (2) மு.கவியரசன், மாரியம்மன் கோவில் தெரு, வேடப்பூர், விழுப்புரம். (3) ஜெ.ஜெயசூரியா, மாரியம்மன் கோயில் தெரு, வேடப்பூர், கண்டமானடி, விழுப்புரம்.: [428, 1092, 761, 1179]
- bagam-heading: பாக அமைப்பாளர்கள் :: [177, 140, 296, 153]
- organizer-text: அமைப்பாளர் : சா.ரஞ்சித், 47/2, மாரியம்மன் கோயில் தெரு, தோகைப்பாடி, கோலியனூர், விழுப்புரம்.: [428, 343, 761, 375]
- panchayat-banner: பில்லூர் ஊராட்சி: [895, 1985, 1011, 2007]
- deputy-organizers-text: துணை அமைப்பாளர்கள் : (1) கு.உதயகுமார், பிரதான சாலை, தளவானூர், விழுப்புரம். (2) அ.கிருபாகரன், மாரியம்மன் கோயில் தெரு, தளவானூர், விழுப்புரம்.: [787, 237, 1119, 286]
- deputy-organizers-text: துணை அமைப்பாளர்கள் : (1) பெ.பாண்டியன், பாலவட்டித் தெரு, மரகதபுரம், கோலியனூர், விழுப்புரம். (2) பி.பாதி, மாரியம்மன் கோயில் தெரு, மரகதபுரம், கோலியனூர், விழுப்புரம்.: [70, 1096, 403, 1146]
